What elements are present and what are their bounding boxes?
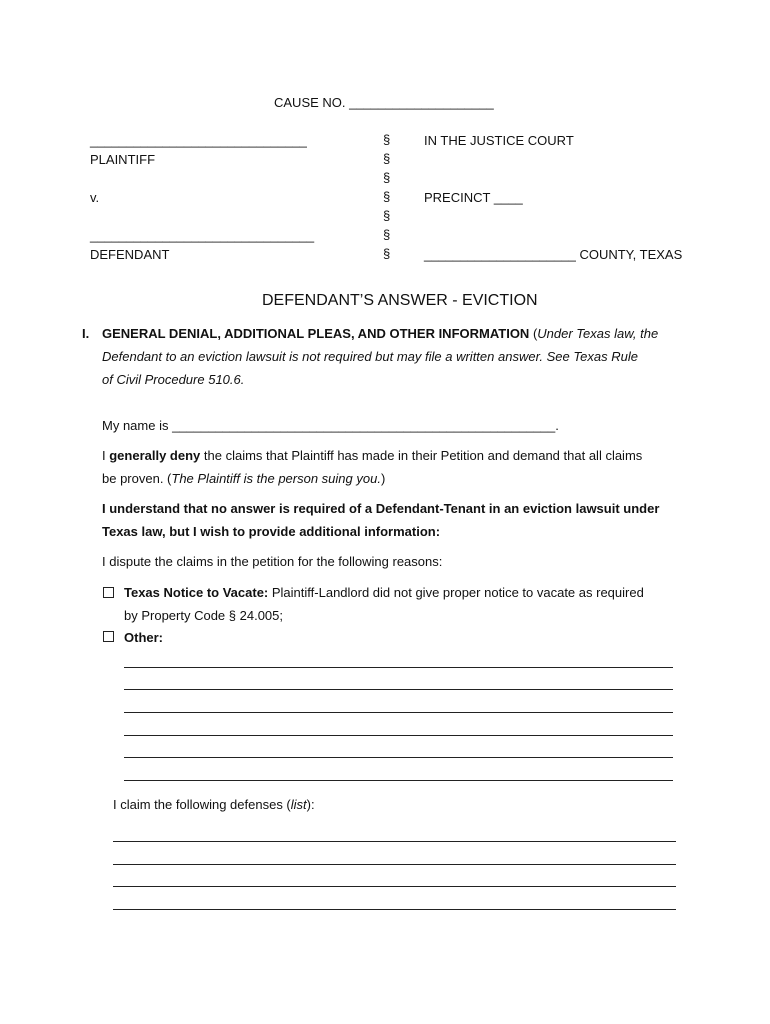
document-title: DEFENDANT’S ANSWER - EVICTION — [262, 292, 538, 309]
county-field[interactable]: _____________________ COUNTY, TEXAS — [424, 247, 683, 262]
defendant-label: DEFENDANT — [90, 247, 170, 262]
denial-close: ) — [380, 471, 386, 486]
section-symbol: § — [383, 246, 391, 261]
defenses-list-word: list — [290, 797, 307, 812]
heading-note-3: of Civil Procedure 510.6. — [102, 372, 245, 387]
denial-line-1 — [102, 444, 642, 467]
denial-line-2 — [102, 467, 385, 490]
defense-line[interactable] — [113, 909, 676, 910]
heading-note-2: Defendant to an eviction lawsuit is not required but may file a written answer. See Texas Rule — [102, 349, 638, 364]
defenses-suffix: ): — [306, 797, 315, 812]
option-notice-label: Texas Notice to Vacate: — [124, 585, 269, 600]
section-heading: GENERAL DENIAL, ADDITIONAL PLEAS, AND OTHER INFORMATION — [102, 326, 530, 341]
section-heading-line-2 — [102, 345, 638, 368]
section-symbol: § — [383, 132, 391, 147]
other-reason-line[interactable] — [124, 757, 673, 758]
other-reason-line[interactable] — [124, 667, 673, 668]
defense-line[interactable] — [113, 841, 676, 842]
defense-line[interactable] — [113, 864, 676, 865]
plaintiff-blank[interactable]: ______________________________ — [90, 133, 307, 148]
versus-label: v. — [90, 190, 100, 205]
precinct-field[interactable]: PRECINCT ____ — [424, 190, 523, 205]
other-reason-line[interactable] — [124, 735, 673, 736]
other-reason-line[interactable] — [124, 712, 673, 713]
heading-note-1: Under Texas law, the — [537, 326, 659, 341]
notice-to-vacate-checkbox[interactable] — [103, 587, 114, 598]
dispute-intro: I dispute the claims in the petition for the following reasons: — [102, 554, 443, 569]
defendant-blank[interactable]: _______________________________ — [90, 228, 315, 243]
understand-line-1: I understand that no answer is required of a Defendant-Tenant in an eviction lawsuit under — [102, 501, 660, 516]
denial-bold: generally deny — [109, 448, 201, 463]
cause-number: CAUSE NO. ____________________ — [274, 95, 494, 110]
name-field[interactable]: My name is _____________________________________________________. — [102, 418, 559, 433]
defense-line[interactable] — [113, 886, 676, 887]
denial-text-2: be proven. ( — [102, 471, 172, 486]
section-numeral: I. — [82, 326, 90, 341]
defenses-label — [113, 793, 315, 816]
understand-line-2: Texas law, but I wish to provide additional information: — [102, 524, 441, 539]
option-other-label: Other: — [124, 630, 163, 645]
option-notice-line-1 — [124, 581, 644, 604]
other-checkbox[interactable] — [103, 631, 114, 642]
section-symbol: § — [383, 208, 391, 223]
denial-text: the claims that Plaintiff has made in their Petition and demand that all claims — [200, 448, 643, 463]
other-reason-line[interactable] — [124, 689, 673, 690]
section-heading-line-1 — [102, 322, 658, 345]
section-symbol: § — [383, 151, 391, 166]
section-symbol: § — [383, 227, 391, 242]
court-name: IN THE JUSTICE COURT — [424, 133, 574, 148]
section-symbol: § — [383, 170, 391, 185]
plaintiff-label: PLAINTIFF — [90, 152, 156, 167]
denial-prefix: I — [102, 448, 110, 463]
option-notice-line-2: by Property Code § 24.005; — [124, 608, 283, 623]
option-notice-text: Plaintiff-Landlord did not give proper notice to vacate as required — [268, 585, 644, 600]
denial-note: The Plaintiff is the person suing you. — [171, 471, 381, 486]
heading-paren: ( — [529, 326, 538, 341]
other-reason-line[interactable] — [124, 780, 673, 781]
defenses-prefix: I claim the following defenses ( — [113, 797, 291, 812]
section-heading-line-3 — [102, 368, 244, 391]
section-symbol: § — [383, 189, 391, 204]
